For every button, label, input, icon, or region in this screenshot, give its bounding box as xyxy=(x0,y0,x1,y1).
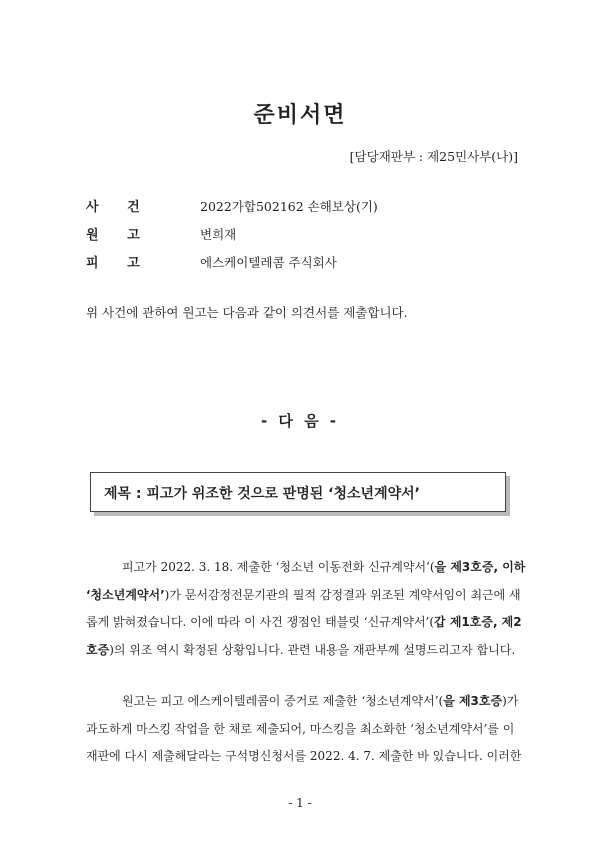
court-division: [담당재판부 : 제25민사부(나)] xyxy=(349,149,518,164)
section-heading: - 다 음 - xyxy=(260,412,340,430)
subject-box xyxy=(90,472,506,512)
intro-text: 위 사건에 관하여 원고는 다음과 같이 의견서를 제출합니다. xyxy=(86,305,408,320)
party-label-plaintiff: 원 고 xyxy=(86,228,152,243)
para1-line1: 피고가 2022. 3. 18. 제출한 ‘청소년 이동전화 신규계약서’(을 제3호증, 이하 xyxy=(122,560,526,574)
party-value-defendant: 에스케이텔레콤 주식회사 xyxy=(200,255,337,270)
party-label-defendant: 피 고 xyxy=(86,256,152,271)
para1-line3: 롭게 밝혀졌습니다. 이에 따라 이 사건 쟁점인 태블릿 ‘신규계약서’(갑 제1호증, 제2 xyxy=(86,615,522,629)
para2-line1: 원고는 피고 에스케이텔레콤이 증거로 제출한 ‘청소년계약서’(을 제3호증)가 xyxy=(122,694,519,708)
para2-line2: 과도하게 마스킹 작업을 한 채로 제출되어, 마스킹을 최소화한 ‘청소년계약서’를 이 xyxy=(86,722,515,736)
document-title: 준비서면 xyxy=(253,102,347,128)
para1-line4: 호증)의 위조 역시 확정된 상황입니다. 관련 내용을 재판부께 설명드리고자 합니다. xyxy=(86,643,516,657)
subject-text: 제목 : 피고가 위조한 것으로 판명된 ‘청소년계약서’ xyxy=(104,486,420,502)
para1-line2: ‘청소년계약서’)가 문서감정전문기관의 필적 감정결과 위조된 계약서임이 최근에 새 xyxy=(86,588,521,602)
para2-line3: 재판에 다시 제출해달라는 구석명신청서를 2022. 4. 7. 제출한 바 있습니다. 이러한 xyxy=(86,749,522,763)
party-value-case: 2022가합502162 손해보상(기) xyxy=(200,199,378,214)
party-value-plaintiff: 변희재 xyxy=(200,227,237,242)
page-number: - 1 - xyxy=(288,796,312,810)
party-label-case: 사 건 xyxy=(86,200,152,215)
